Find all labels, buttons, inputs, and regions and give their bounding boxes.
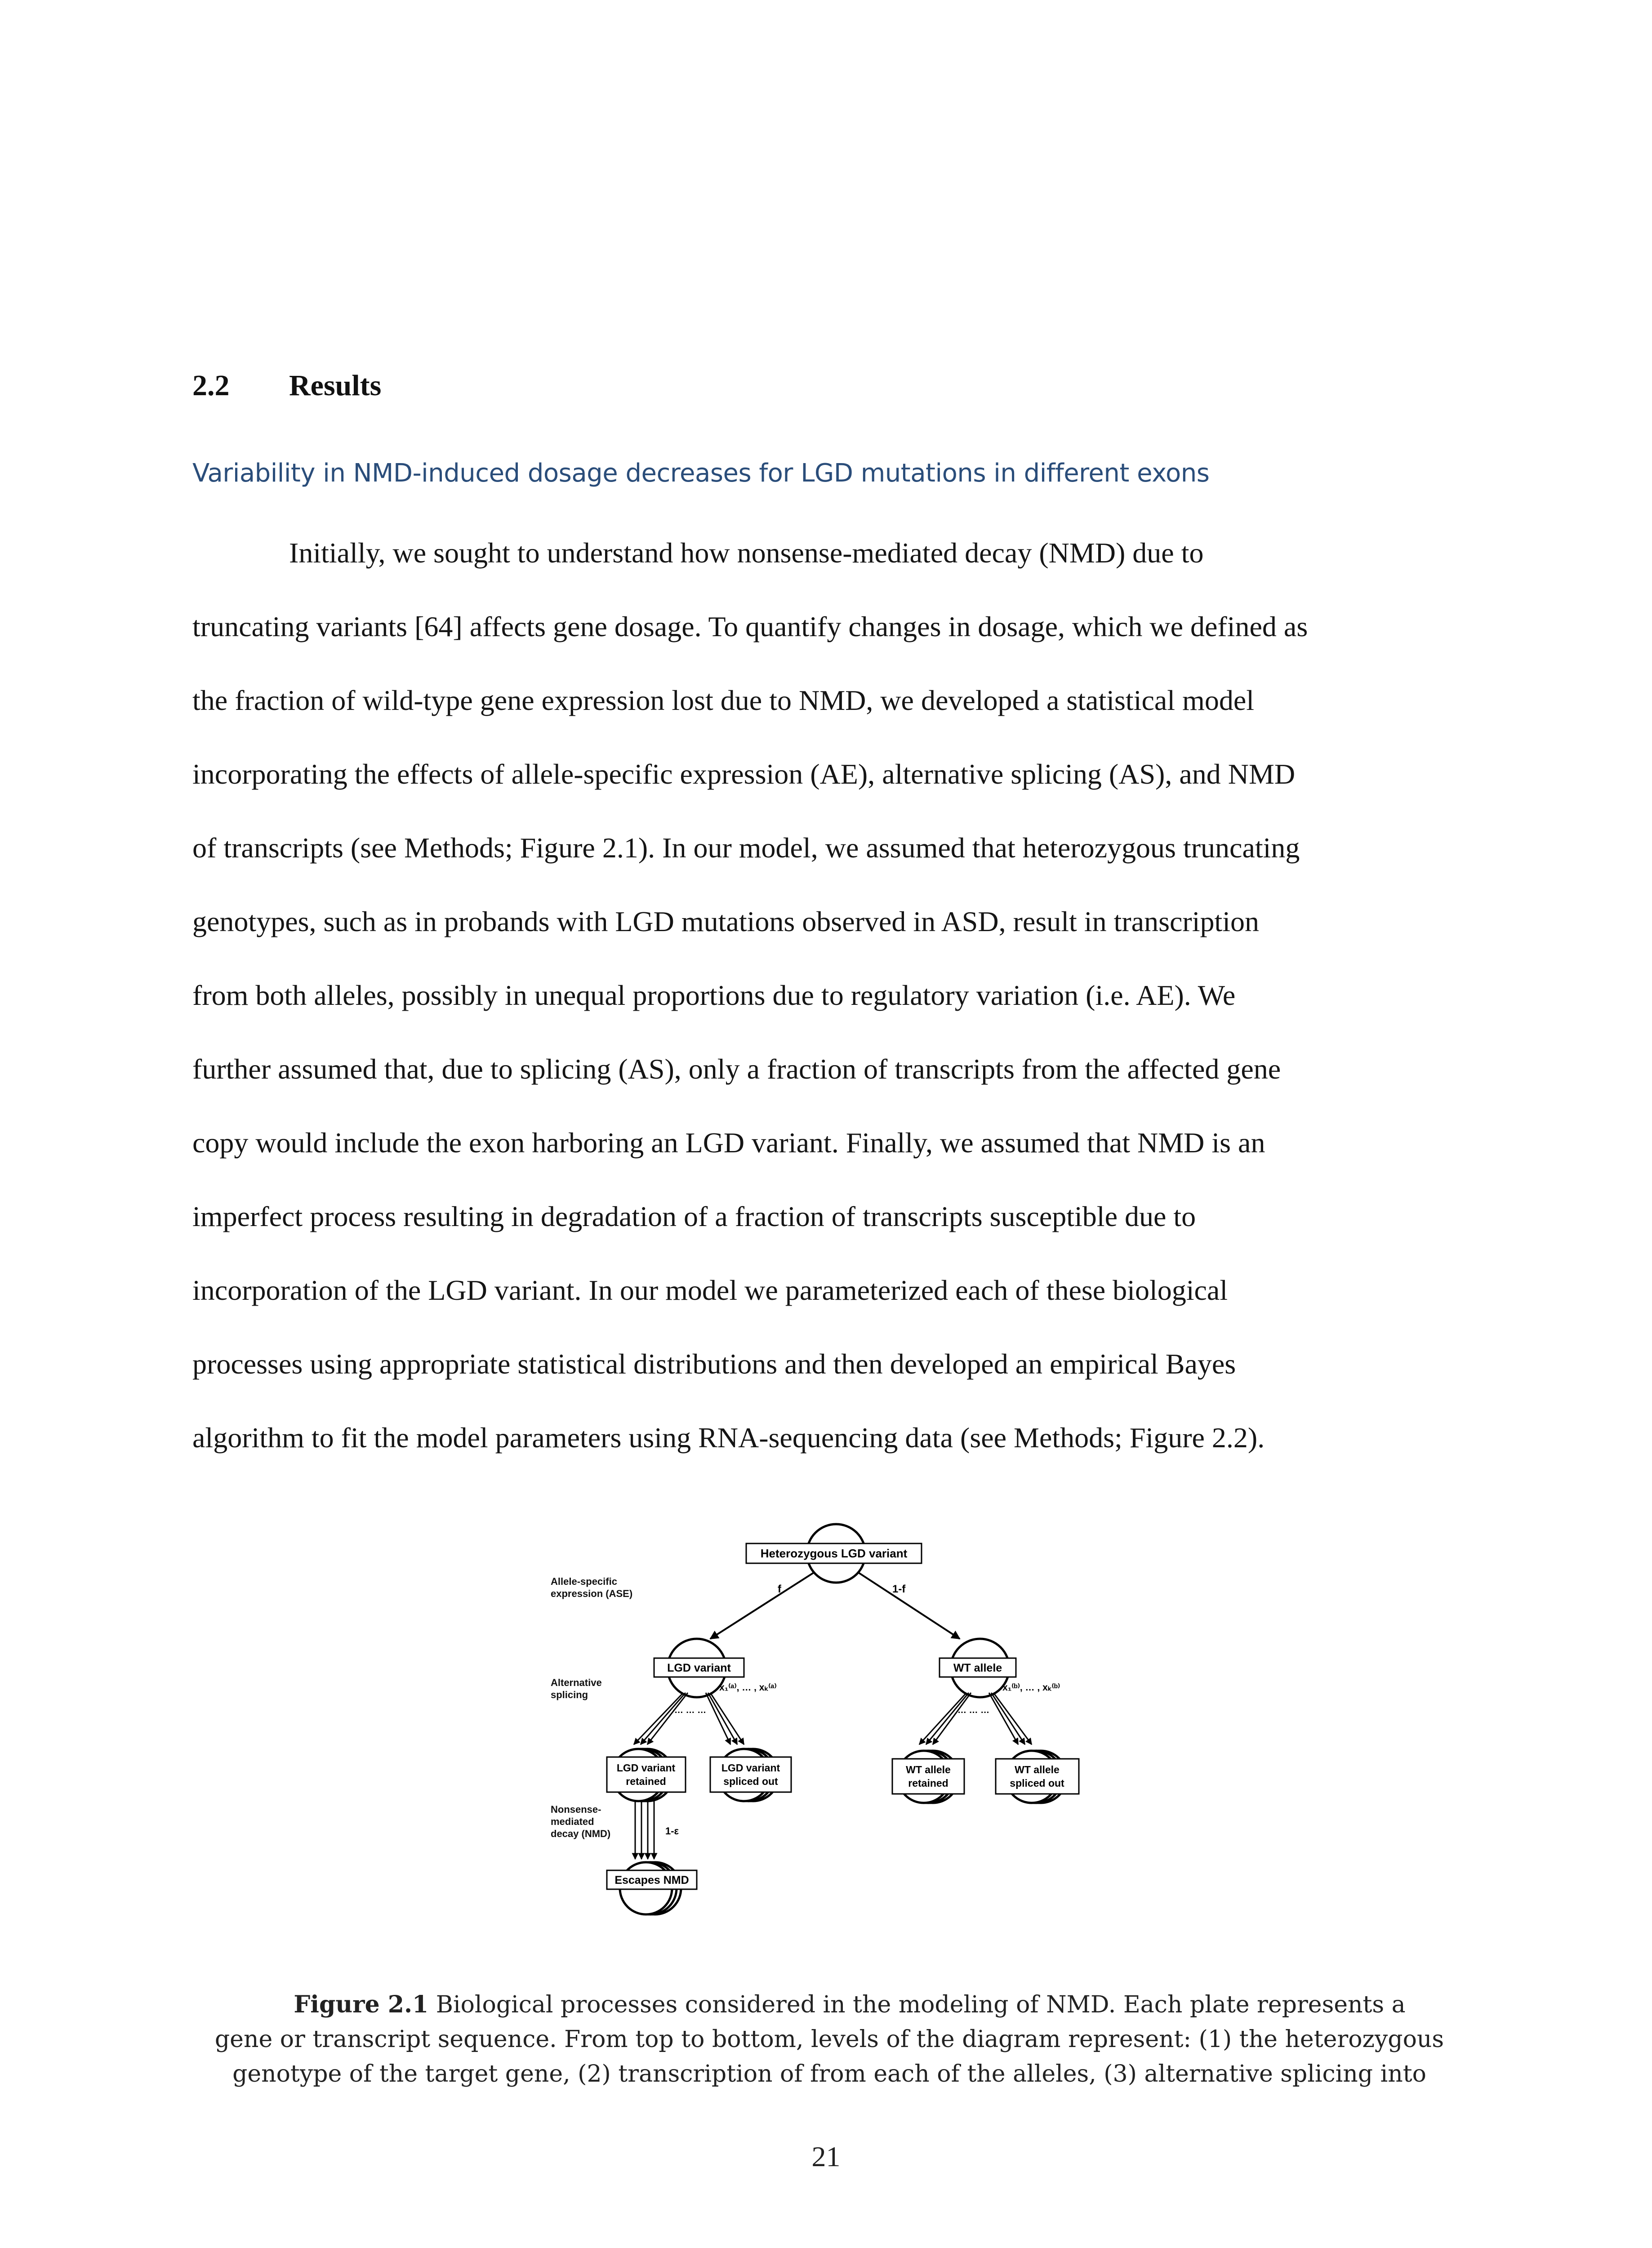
caption-text: Biological processes considered in the modeling of NMD. Each plate represents a (428, 1991, 1406, 2018)
node-lgd-variant-spliced-out (710, 1749, 791, 1801)
caption-line: gene or transcript sequence. From top to bottom, levels of the diagram represent: (1) the heterozygous (214, 2026, 1444, 2053)
paragraph-line: the fraction of wild-type gene expression lost due to NMD, we developed a statistical model (192, 684, 1255, 716)
section-number: 2.2 (192, 369, 230, 402)
edge-label-dots: … … … (674, 1705, 707, 1715)
node-label: Heterozygous LGD variant (760, 1547, 908, 1560)
node-heterozygous-lgd-variant (746, 1524, 922, 1583)
paragraph-line: truncating variants [64] affects gene dosage. To quantify changes in dosage, which we defined as (192, 611, 1308, 642)
edge-label-f: f (778, 1583, 781, 1595)
paragraph-line: incorporation of the LGD variant. In our model we parameterized each of these biological (192, 1274, 1228, 1306)
node-label-line: LGD variant (616, 1762, 676, 1774)
node-label-line: retained (626, 1775, 666, 1787)
caption-line: genotype of the target gene, (2) transcription of from each of the alleles, (3) alternative splicing into (232, 2061, 1426, 2087)
as-label-line: splicing (551, 1689, 588, 1700)
caption-line (189, 1987, 1470, 2022)
paragraph-line: from both alleles, possibly in unequal proportions due to regulatory variation (i.e. AE). We (192, 979, 1236, 1011)
page-number: 21 (811, 2141, 841, 2172)
subsection-heading: Variability in NMD-induced dosage decreases for LGD mutations in different exons (192, 459, 1210, 488)
nmd-label-line: decay (NMD) (551, 1828, 611, 1839)
node-label-line: WT allele (906, 1764, 951, 1775)
nmd-label-line: Nonsense- (551, 1804, 601, 1815)
splicing-edges-right (919, 1693, 1032, 1744)
figure-caption (189, 1987, 1470, 2092)
edge-label-1-minus-f: 1-f (892, 1583, 906, 1595)
node-escapes-nmd (607, 1862, 697, 1914)
node-wt-allele-spliced-out (996, 1751, 1079, 1803)
node-label: LGD variant (667, 1662, 731, 1674)
edge-label-1-minus-epsilon: 1-ε (665, 1825, 679, 1837)
node-label-line: retained (908, 1777, 948, 1789)
body-paragraph (192, 526, 1465, 1485)
ase-label-line: Allele-specific (551, 1576, 617, 1587)
paragraph-line: Initially, we sought to understand how nonsense-mediated decay (NMD) due to (289, 537, 1204, 569)
paragraph-line: imperfect process resulting in degradation of a fraction of transcripts susceptible due to (192, 1200, 1196, 1232)
node-label-line: spliced out (723, 1775, 778, 1787)
nmd-diagram (537, 1520, 1149, 1924)
as-label-line: Alternative (551, 1677, 602, 1688)
node-label: WT allele (953, 1662, 1002, 1674)
paragraph-line: copy would include the exon harboring an LGD variant. Finally, we assumed that NMD is an (192, 1127, 1265, 1159)
node-label-line: LGD variant (721, 1762, 780, 1774)
edge-label-x-b: x₁⁽ᵇ⁾, … , xₖ⁽ᵇ⁾ (1002, 1682, 1060, 1693)
nmd-label-line: mediated (551, 1816, 594, 1827)
paragraph-line: algorithm to fit the model parameters using RNA-sequencing data (see Methods; Figure 2.2). (192, 1422, 1265, 1454)
edge-label-dots: … … … (957, 1705, 990, 1715)
node-label: Escapes NMD (614, 1874, 689, 1887)
edge-label-x-a: x₁⁽ᵃ⁾, … , xₖ⁽ᵃ⁾ (719, 1682, 777, 1693)
node-wt-allele-retained (892, 1751, 964, 1803)
section-heading (192, 369, 381, 403)
paragraph-line: genotypes, such as in probands with LGD mutations observed in ASD, result in transcription (192, 905, 1260, 937)
node-label-line: spliced out (1010, 1777, 1064, 1789)
node-label-line: WT allele (1015, 1764, 1060, 1775)
paragraph-line: of transcripts (see Methods; Figure 2.1). In our model, we assumed that heterozygous truncating (192, 832, 1300, 864)
splicing-edges-left (634, 1693, 744, 1744)
nmd-edges (635, 1801, 654, 1859)
level-labels (551, 1576, 632, 1839)
paragraph-line: incorporating the effects of allele-specific expression (AE), alternative splicing (AS), and NMD (192, 758, 1296, 790)
node-lgd-variant-retained (607, 1749, 686, 1801)
paragraph-line: processes using appropriate statistical distributions and then developed an empirical Bayes (192, 1348, 1236, 1380)
edge-1-minus-f (859, 1573, 960, 1639)
figure-diagram (537, 1520, 1149, 1924)
ase-label-line: expression (ASE) (551, 1588, 633, 1599)
figure-label: Figure 2.1 (294, 1991, 429, 2018)
edge-f (710, 1573, 814, 1639)
section-title: Results (289, 369, 382, 402)
paragraph-line: further assumed that, due to splicing (AS), only a fraction of transcripts from the affected gene (192, 1053, 1281, 1085)
